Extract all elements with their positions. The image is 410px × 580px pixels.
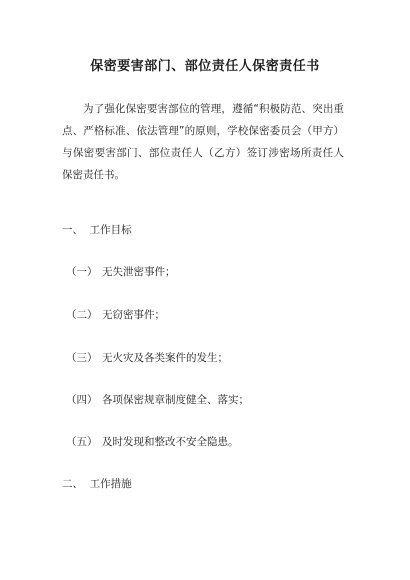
list-item <box>66 434 239 449</box>
list-item-number: （二） <box>66 309 98 321</box>
list-item-text: 各项保密规章制度健全、落实； <box>102 394 249 406</box>
intro-paragraph: 为了强化保密要害部位的管理，遵循“积极防范、突出重点、严格标准、依法管理”的原则，学校保密委员会（甲方）与保密要害部门、部位责任人（乙方）签订涉密场所责任人保密责任书。 <box>62 103 344 181</box>
list-item-text: 无火灾及各类案件的发生； <box>102 352 228 364</box>
section-heading-measures: 二、 工作措施 <box>62 478 132 490</box>
list-item-text: 无失泄密事件； <box>102 266 176 278</box>
list-item-number: （四） <box>66 394 98 406</box>
list-item-text: 无窃密事件； <box>102 309 165 321</box>
list-item <box>66 264 176 279</box>
list-item-number: （三） <box>66 352 98 364</box>
section-heading-goals: 一、 工作目标 <box>62 224 132 236</box>
document-title: 保密要害部门、部位责任人保密责任书 <box>90 59 320 74</box>
list-item-number: （五） <box>66 436 98 448</box>
list-item-number: （一） <box>66 266 98 278</box>
list-item-text: 及时发现和整改不安全隐患。 <box>102 436 239 448</box>
list-item <box>66 307 165 322</box>
list-item <box>66 392 249 407</box>
list-item <box>66 350 228 365</box>
